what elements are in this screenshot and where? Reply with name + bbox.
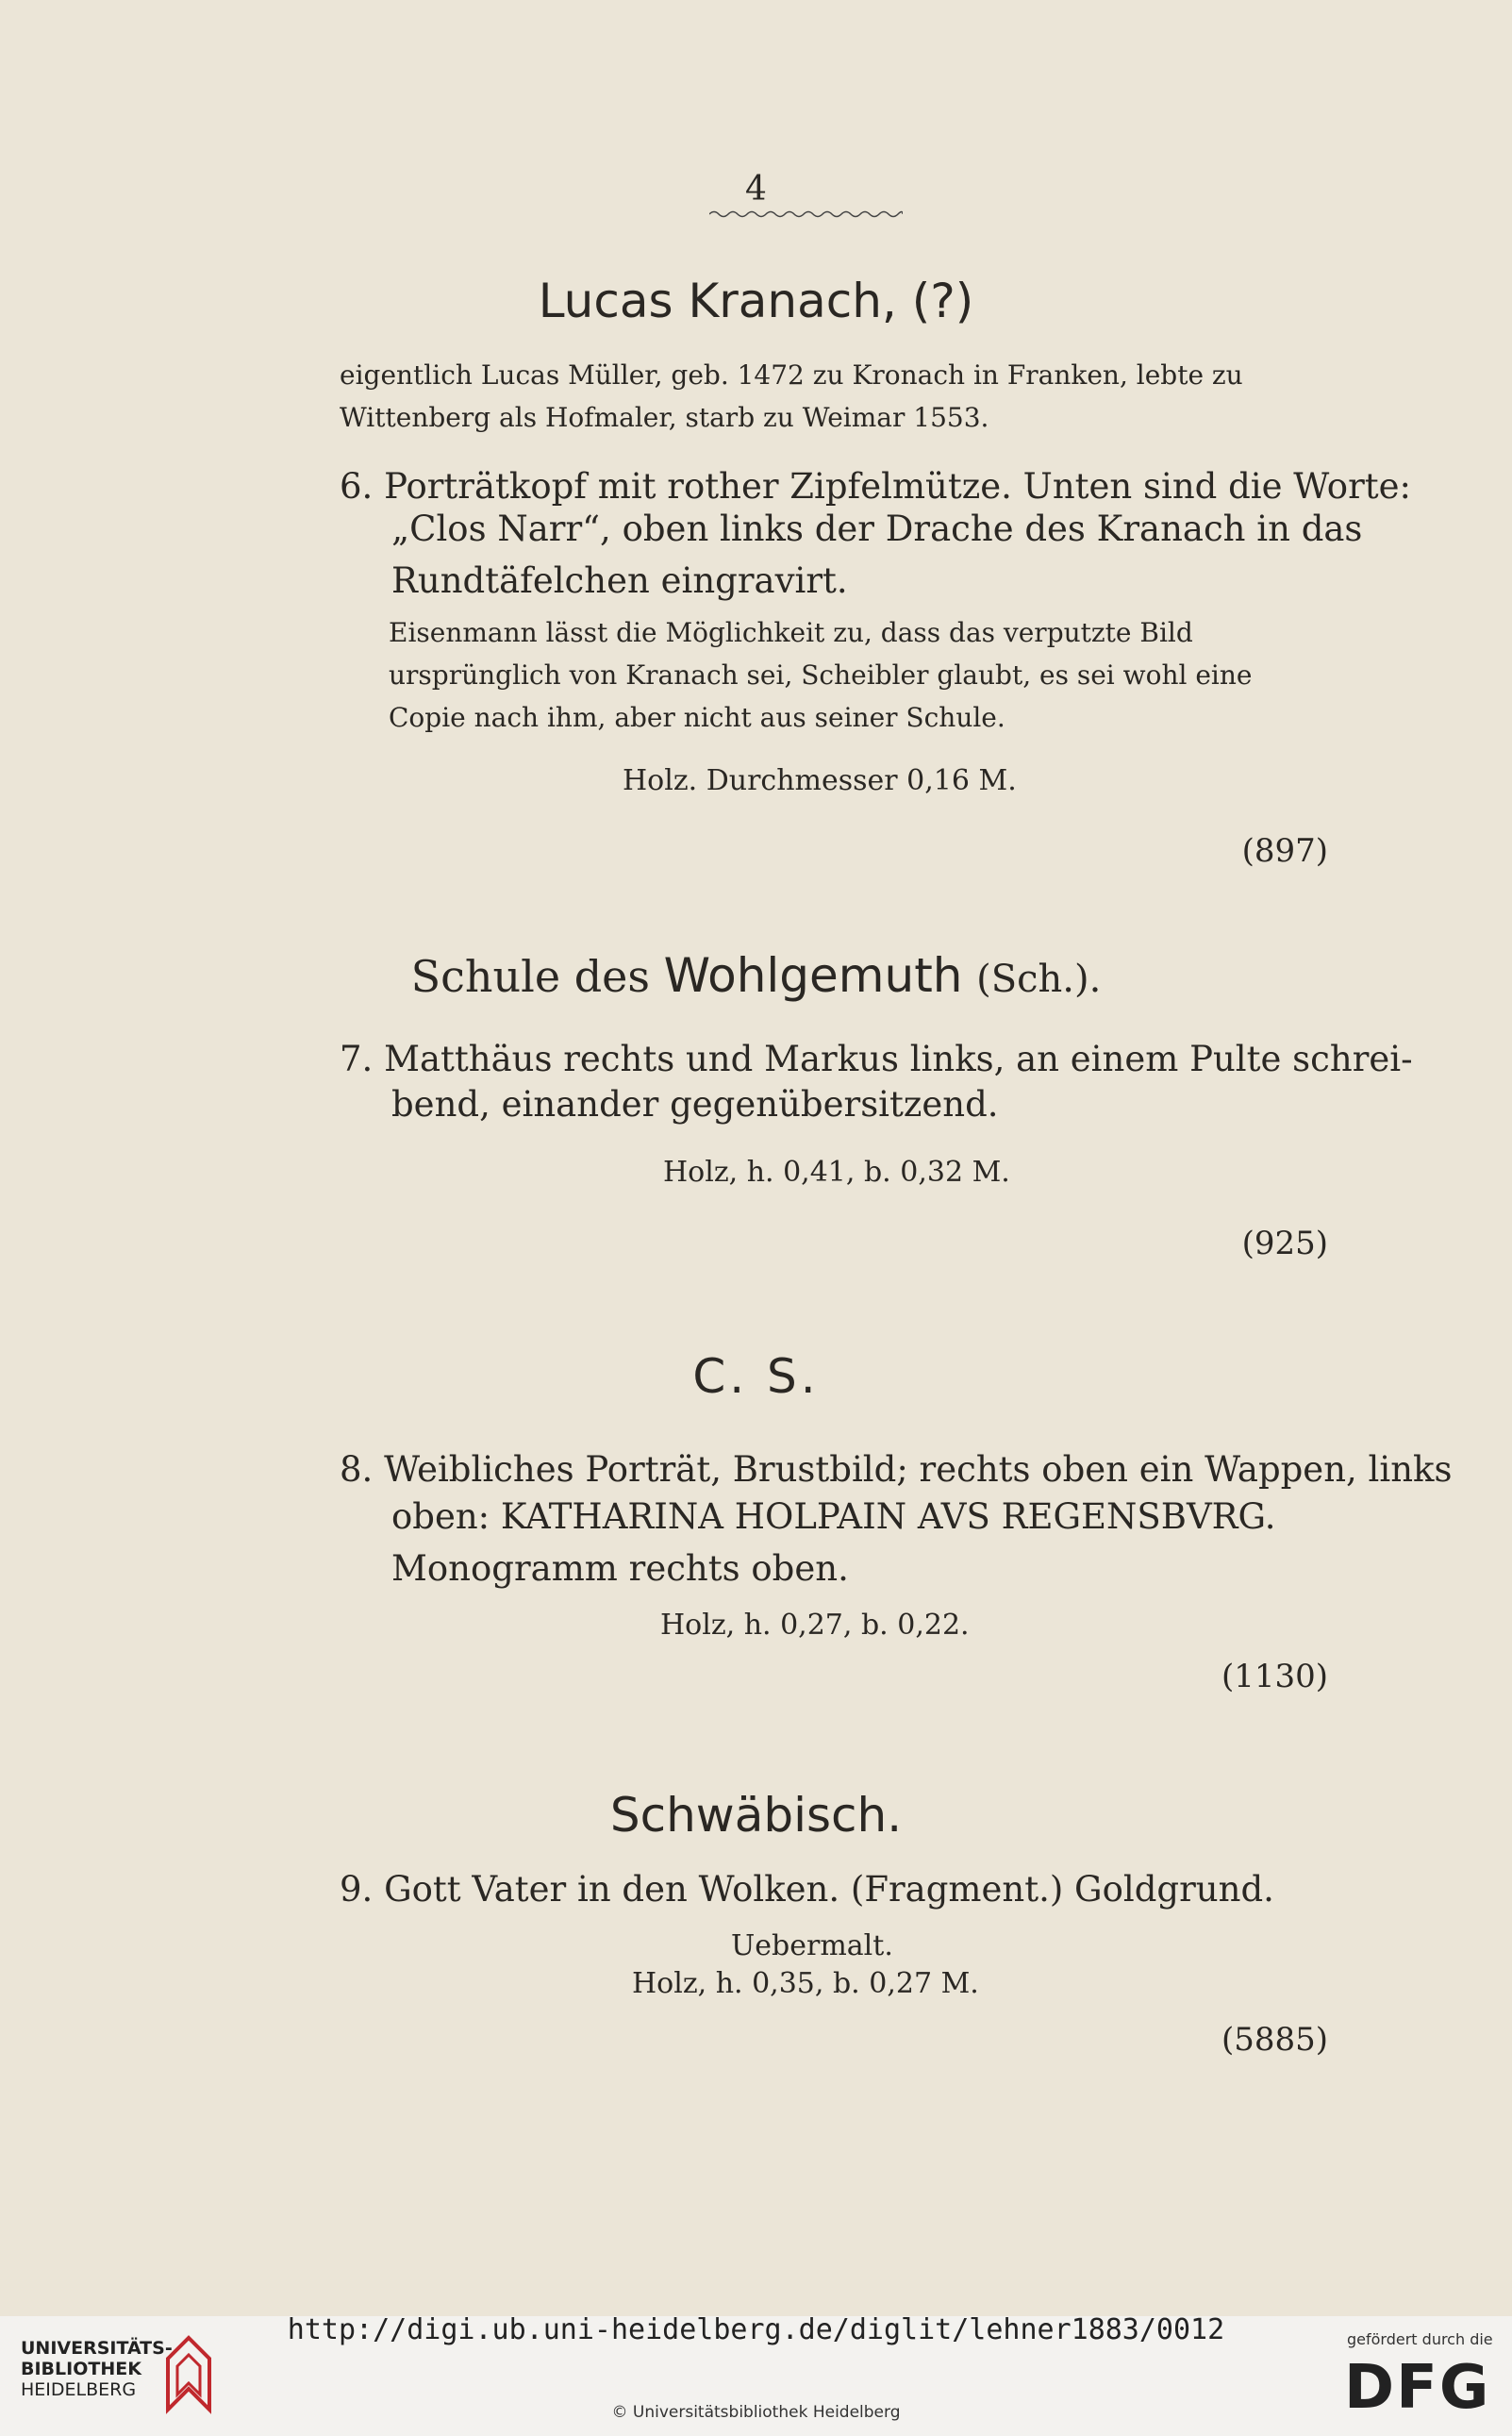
- entry-8-material: Holz, h. 0,27, b. 0,22.: [660, 1609, 970, 1642]
- entry-6-material: Holz. Durchmesser 0,16 M.: [623, 764, 1017, 797]
- entry-6-note: [389, 611, 1252, 739]
- logo-line: HEIDELBERG: [21, 2379, 137, 2400]
- catalog-entry-7-cont: [391, 1078, 999, 1130]
- entry-7-ref: (925): [1241, 1225, 1328, 1262]
- dfg-logo: DFG: [1344, 2353, 1491, 2423]
- catalog-entry-9: [340, 1863, 1274, 1915]
- entry-line: 6. Porträtkopf mit rother Zipfelmütze. Unten sind die Worte:: [340, 466, 1411, 507]
- entry-line: Monogramm rechts oben.: [391, 1548, 849, 1589]
- entry-9-material: Holz, h. 0,35, b. 0,27 M.: [632, 1967, 979, 2000]
- entry-line: 9. Gott Vater in den Wolken. (Fragment.) Goldgrund.: [340, 1869, 1274, 1910]
- entry-7-material: Holz, h. 0,41, b. 0,32 M.: [663, 1156, 1010, 1189]
- entry-9-ref: (5885): [1221, 2021, 1328, 2059]
- logo-line: BIBLIOTHEK: [21, 2359, 141, 2379]
- catalog-entry-8: [340, 1443, 1452, 1495]
- entry-line: 7. Matthäus rechts und Markus links, an einem Pulte schrei-: [340, 1039, 1413, 1079]
- bio-line: Wittenberg als Hofmaler, starb zu Weimar 1553.: [340, 402, 989, 433]
- section-heading-schwaebisch: Schwäbisch.: [609, 1788, 903, 1843]
- entry-line: 8. Weibliches Porträt, Brustbild; rechts oben ein Wappen, links: [340, 1449, 1453, 1490]
- heading-name: Wohlgemuth: [663, 948, 963, 1003]
- dfg-caption: gefördert durch die: [1347, 2330, 1493, 2348]
- section-heading-cs: C. S.: [692, 1349, 820, 1404]
- catalog-entry-7: [340, 1033, 1413, 1085]
- note-line: ursprünglich von Kranach sei, Scheibler glaubt, es sei wohl eine: [389, 659, 1253, 691]
- entry-line: bend, einander gegenübersitzend.: [391, 1084, 999, 1125]
- copyright-notice: © Universitätsbibliothek Heidelberg: [611, 2403, 901, 2422]
- entry-9-note: Uebermalt.: [731, 1929, 893, 1962]
- entry-8-ref: (1130): [1221, 1658, 1328, 1695]
- wavy-rule: [709, 209, 903, 219]
- heading-suffix: (Sch.).: [976, 958, 1102, 1001]
- entry-line: oben: KATHARINA HOLPAIN AVS REGENSBVRG.: [391, 1496, 1276, 1537]
- entry-line: Rundtäfelchen eingravirt.: [391, 560, 848, 601]
- page-number: 4: [745, 170, 767, 209]
- artist-bio-kranach: [340, 354, 1377, 439]
- bio-line: eigentlich Lucas Müller, geb. 1472 zu Kronach in Franken, lebte zu: [340, 359, 1243, 391]
- note-line: Eisenmann lässt die Möglichkeit zu, dass das verputzte Bild: [389, 617, 1193, 648]
- entry-line: „Clos Narr“, oben links der Drache des Kranach in das: [391, 509, 1363, 549]
- permalink[interactable]: http://digi.ub.uni-heidelberg.de/diglit/lehner1883/0012: [287, 2313, 1225, 2346]
- catalog-entry-8-cont: [391, 1491, 1276, 1594]
- catalog-entry-6-cont: [391, 503, 1362, 607]
- section-heading-kranach: Lucas Kranach, (?): [538, 274, 974, 328]
- note-line: Copie nach ihm, aber nicht aus seiner Schule.: [389, 702, 1005, 733]
- heading-prefix: Schule des: [410, 951, 650, 1002]
- entry-6-ref: (897): [1241, 832, 1328, 870]
- logo-line: UNIVERSITÄTS-: [21, 2338, 173, 2359]
- section-heading-wohlgemuth: [0, 948, 1512, 1003]
